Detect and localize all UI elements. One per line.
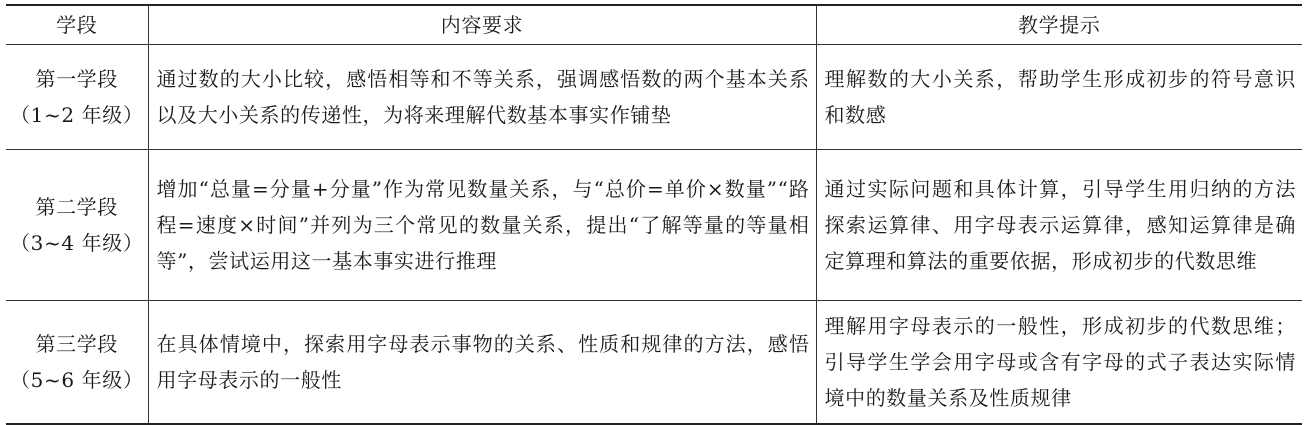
header-hint: 教学提示	[816, 5, 1302, 45]
table-row	[6, 45, 1302, 150]
stage-grade: （5~6 年级）	[10, 368, 144, 392]
hint-cell: 通过实际问题和具体计算，引导学生用归纳的方法探索运算律、用字母表示运算律，感知运算律是确定算理和算法的重要依据，形成初步的代数思维	[816, 150, 1302, 301]
hint-cell: 理解数的大小关系，帮助学生形成初步的符号意识和数感	[816, 45, 1302, 150]
stage-cell	[6, 301, 148, 425]
content-cell: 在具体情境中，探索用字母表示事物的关系、性质和规律的方法，感悟用字母表示的一般性	[148, 301, 816, 425]
content-cell: 通过数的大小比较，感悟相等和不等关系，强调感悟数的两个基本关系以及大小关系的传递性，为将来理解代数基本事实作铺垫	[148, 45, 816, 150]
stage-name: 第三学段	[35, 332, 118, 356]
stage-name: 第一学段	[35, 67, 118, 91]
stage-grade: （3~4 年级）	[10, 231, 144, 255]
stage-grade: （1~2 年级）	[10, 103, 144, 127]
table-body	[6, 45, 1302, 425]
stage-cell	[6, 45, 148, 150]
table-row	[6, 150, 1302, 301]
header-stage: 学段	[6, 5, 148, 45]
header-content: 内容要求	[148, 5, 816, 45]
table-row	[6, 301, 1302, 425]
content-cell: 增加“总量=分量+分量”作为常见数量关系，与“总价=单价×数量”“路程=速度×时间”并列为三个常见的数量关系，提出“了解等量的等量相等”，尝试运用这一基本事实进行推理	[148, 150, 816, 301]
stage-name: 第二学段	[35, 195, 118, 219]
stage-cell	[6, 150, 148, 301]
hint-cell: 理解用字母表示的一般性，形成初步的代数思维；引导学生学会用字母或含有字母的式子表达实际情境中的数量关系及性质规律	[816, 301, 1302, 425]
header-row	[6, 5, 1302, 45]
table-header	[6, 5, 1302, 45]
curriculum-table	[6, 4, 1302, 425]
